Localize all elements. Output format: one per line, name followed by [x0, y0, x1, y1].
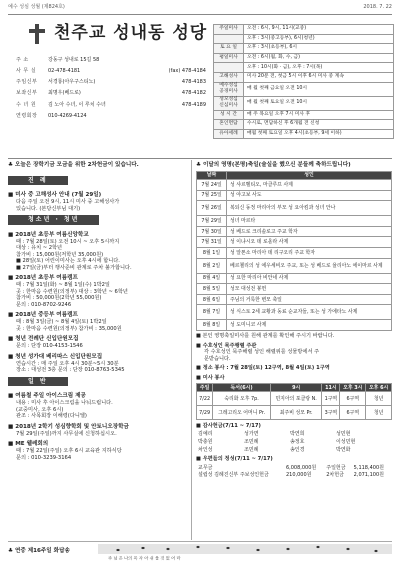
- schedule-row: [214, 44, 394, 54]
- feast-date: 7월 26일: [197, 201, 227, 216]
- feast-date: 8월 5일: [197, 284, 227, 295]
- youth-list: [8, 232, 188, 374]
- fund-row: [196, 472, 392, 480]
- feast-date: 8월 8일: [197, 320, 227, 331]
- item-line: 문의 : 단장 010-4153-1546: [16, 343, 83, 350]
- item-title: ■ ME 웰레회의: [8, 441, 49, 448]
- music-staff-icon: [98, 543, 392, 561]
- mass-row: [197, 392, 392, 406]
- fund-cell: 주일헌금: [326, 464, 346, 471]
- mass-head-cell: 독서(6시): [213, 384, 271, 392]
- mass-cell: 그레고리오 어머니 Pr.: [213, 406, 271, 420]
- schedule-row: [214, 63, 394, 73]
- feast-date: 8월 6일: [197, 294, 227, 305]
- column-divider: [191, 160, 192, 540]
- feast-date: 7월 30일: [197, 226, 227, 237]
- item-line: 곳 : 한마음 수련원(의정부) 참가비 : 35,000원: [16, 325, 122, 332]
- schedule-value: 매 주 목요일 오후 7시 미사 후: [244, 110, 394, 120]
- mass-cell: 3구역: [322, 406, 340, 420]
- cleaning-service: ■ 정소 봉사 : 7월 28일(토) 12구역, 8월 4일(토) 1구역: [196, 365, 330, 372]
- mass-head-cell: 오후 6시: [366, 384, 392, 392]
- info-row: 수 녀 원 김 노아 수녀, 이 루치 수녀 478-4189: [16, 101, 206, 108]
- donations-cell: 박연희: [289, 431, 305, 438]
- feast-date: 8월 7일: [197, 305, 227, 320]
- psalm-bar: [8, 541, 392, 561]
- mass-cell: 6구역: [340, 392, 366, 406]
- thanks-offering-table: [196, 431, 392, 454]
- item-line: 문의 : 010-8702-9246: [16, 301, 72, 308]
- fund-cell: 2차헌금: [326, 472, 344, 479]
- item-line: 7월 29일(주일)까지 사무실에 신청하십시오.: [16, 430, 117, 437]
- mass-head-cell: 11시: [322, 384, 340, 392]
- item-line: 곳 : 한마음 수련원(의정부) 대상 : 3학년 ~ 6학년: [16, 288, 128, 295]
- item-line: 때 : 7월 31일(화) ~ 8월 1일(수) 1박2일: [16, 282, 110, 289]
- item-title: ■ 미사 중 고해성사 안내 (7월 29일): [8, 192, 102, 199]
- section-rites: 진 례: [8, 176, 68, 186]
- mass-cell: 1구역: [322, 392, 340, 406]
- item-line: 참가비 : 15,000원(저학년 35,000원): [16, 251, 104, 258]
- item-line: 연습시간 : 매 주일 오후 4시 30분~5시 30분: [16, 360, 119, 367]
- cross-icon: [26, 23, 48, 45]
- schedule-label: 유아세례: [214, 129, 244, 139]
- feast-date: 7월 29일: [197, 216, 227, 227]
- schedule-value: 미사 20분 전, 첫금 5시 이후 6시 미사 중 계속: [244, 72, 394, 82]
- rosary-line: 각 수호성인 묵주해렬 성인 해렬위를 성물방에서 주: [204, 349, 320, 356]
- item-line: 때 : 7월 28일(토) 오전 10시 ~ 오후 5시까지: [16, 238, 120, 245]
- item-line: ■ 28일(토) 어린이미사는 오후 4시에 합니다.: [16, 258, 120, 265]
- item-line: (교중미사, 오후 6시): [16, 406, 64, 413]
- parish-title: 천주교 성내동 성당: [54, 23, 208, 44]
- rites-list: [8, 192, 188, 212]
- issue-label: 예수 성심 성월 (제824호): [8, 4, 65, 10]
- feast-saint: 성 식스토 2세 교황과 동료 순교자들, 또는 성 가에타노 사제: [227, 305, 392, 320]
- schedule-label: [214, 63, 244, 73]
- schedule-row: [214, 53, 394, 63]
- feast-date: 8월 1일: [197, 248, 227, 259]
- item-line: 관조 : 사목회장 이해령(다니엘): [16, 413, 87, 420]
- feast-row: [197, 248, 392, 259]
- fund-cell: 교무금: [198, 464, 213, 471]
- info-row: 사 무 실 02-478-4181 (fax) 478-4184: [16, 67, 206, 74]
- donations-cell: 송정호: [289, 438, 305, 445]
- header-rule: [8, 158, 392, 159]
- mass-cell: 6구역: [340, 406, 366, 420]
- mass-cell: 숙리화 오후 7p.: [213, 392, 271, 406]
- contact-info: [16, 54, 206, 122]
- mass-head-cell: 9시: [270, 384, 321, 392]
- item-title: ■ 2018년 중등부 여름캠프: [8, 312, 78, 319]
- donations-cell: 박충원: [198, 438, 213, 445]
- schedule-row: [214, 25, 394, 35]
- feast-saint: 성 야고보 사도: [227, 190, 392, 201]
- schedule-value: 매 월 첫째 토요일 오전 10시: [244, 96, 394, 110]
- schedule-row: [214, 34, 394, 44]
- item-title: ■ 2018년 초등부 여름신앙학교: [8, 231, 89, 238]
- thanks-offering-title: ■ 감사헌금(7/11 ~ 7/17): [196, 423, 261, 430]
- item-line: 대상 : 유치 ~ 2학년: [16, 245, 63, 252]
- header: [8, 16, 392, 156]
- feast-date: 8월 2일: [197, 258, 227, 273]
- feast-title: ♣ 이달의 영명(본명)축일(술실을 했으신 분들께 축하드립니다): [196, 162, 351, 168]
- schedule-row: [214, 120, 394, 130]
- schedule-value: 매월 첫째 토요일 오후 4시(초등부, 9세 이하): [244, 129, 394, 139]
- feast-saint: 성 베드로 크리솔로고 주교 학자: [227, 226, 392, 237]
- feast-saint: 성녀 마르타: [227, 216, 392, 227]
- feast-saint: 복되신 동정 마리아의 부모 성 요아킴과 성녀 안나: [227, 201, 392, 216]
- feast-row: [197, 305, 392, 320]
- schedule-label: 주일미사: [214, 25, 244, 35]
- item-line: 참가비 : 50,000원(2학년 55,000원): [16, 295, 102, 302]
- mass-cell: 청년: [366, 392, 392, 406]
- donations-cell: 박연화: [335, 446, 351, 453]
- donations-cell: 성가면: [243, 431, 259, 438]
- schedule-label: 혼인면담: [214, 120, 244, 130]
- schedule-label: 예수성심 공경미사: [214, 82, 244, 96]
- item-line: 있습니다. (본당신부님 대기): [16, 205, 81, 212]
- feast-row: [197, 284, 392, 295]
- feast-saint: 성모 대성전 봉헌: [227, 284, 392, 295]
- schedule-row: [214, 82, 394, 96]
- fund-cell: 설립성 김례진신부 주보성인헌금: [198, 472, 269, 479]
- feast-row: [197, 201, 392, 216]
- item-title: ■ 여름철 주일 아이스크림 제공: [8, 393, 86, 400]
- schedule-label: 토 요 일: [214, 44, 244, 54]
- feast-saint: 성 도미니코 사제: [227, 320, 392, 331]
- psalm-lyric: 주 님 은 나의 목 자 아 쉬 울 것 없 어 라: [108, 555, 181, 560]
- schedule-value: 오전 : 6시(월, 화, 수, 금): [244, 53, 394, 63]
- item-title: ■ 2018년 초등부 여름캠프: [8, 275, 78, 282]
- schedule-value: 오후 : 10시(화 · 금), 오후 : 7시(목): [244, 63, 394, 73]
- feast-date: 8월 4일: [197, 273, 227, 284]
- feast-saint: 성 알폰소 마리아 데 리구오리 주교 학자: [227, 248, 392, 259]
- feast-head-date: 날짜: [197, 171, 227, 179]
- schedule-value: 수시로, 면담하신 후 6개월 전 신청: [244, 120, 394, 130]
- schedule-label: 성 시 간: [214, 110, 244, 120]
- mass-row: [197, 406, 392, 420]
- item-title: ■ 2018년 2학기 성심향학회 및 안토니오장학금: [8, 423, 129, 430]
- schedule-value: 오후 : 3시(중고등부), 6시(청년): [244, 34, 394, 44]
- psalm-title: ♣ 연중 제16주일 화답송: [8, 548, 70, 554]
- feast-row: [197, 190, 392, 201]
- feast-saint: 성 요한 마리아 비안네 사제: [227, 273, 392, 284]
- schedule-label: [214, 34, 244, 44]
- fund-cell: 2,071,100원: [353, 472, 384, 479]
- schedule-row: [214, 129, 394, 139]
- schedule-label: 평일미사: [214, 53, 244, 63]
- info-row: 보좌신부 최명우(베드로) 478-4182: [16, 90, 206, 97]
- fund-cell: 5,118,400원: [353, 464, 384, 471]
- item-line: 다음 주일 오전 9시, 11시 미사 중 고해성사가: [16, 199, 120, 206]
- donations-row: [196, 431, 392, 439]
- donations-cell: 성민현: [335, 431, 351, 438]
- feast-row: [197, 273, 392, 284]
- donations-row: [196, 438, 392, 446]
- feast-date: 7월 25일: [197, 190, 227, 201]
- item-line: ■ 27일(금)부터 행사준비 관계로 주차 불가합니다.: [16, 264, 132, 271]
- feast-row: [197, 237, 392, 248]
- left-column: [8, 162, 188, 461]
- issue-date: 2018. 7. 22: [363, 4, 392, 10]
- general-list: [8, 393, 188, 461]
- item-title: ■ 청년 전례단 신입단원모집: [8, 336, 79, 343]
- info-row: 연령회장 010-4269-4124: [16, 113, 87, 119]
- mass-head-cell: 오후 3시: [340, 384, 366, 392]
- item-line: 때 : 8월 3일(금) ~ 8월 4일(토) 1박2일: [16, 319, 107, 326]
- feast-row: [197, 180, 392, 191]
- mass-cell: 최주비 성모 Pr.: [270, 406, 321, 420]
- feast-date: 7월 31일: [197, 237, 227, 248]
- feast-row: [197, 226, 392, 237]
- schedule-row: [214, 72, 394, 82]
- item-line: 내용 : 미사 후 아이스크림을 나눠드립니다.: [16, 400, 113, 407]
- mass-head-cell: 주일: [197, 384, 213, 392]
- feast-head-saint: 성인: [227, 171, 392, 179]
- fund-table: [196, 464, 392, 479]
- mass-cell: 7/22: [197, 392, 213, 406]
- fund-cell: 6,008,000원: [285, 464, 317, 471]
- rosary-line: 문받습니다.: [204, 355, 231, 362]
- right-column: [196, 162, 392, 479]
- schedule-label: 성모성심 신심미사: [214, 96, 244, 110]
- feast-saint: 주님의 거룩한 변모 축일: [227, 294, 392, 305]
- mass-cell: 청년: [366, 406, 392, 420]
- feast-row: [197, 320, 392, 331]
- info-row: 주임신부 서경룡(아우구스티노) 478-4183: [16, 79, 206, 86]
- mass-cell: 민지아의 포클랑 N.: [270, 392, 321, 406]
- rosary-title: ■ 수호성인 묵주행렬 주관: [196, 342, 257, 349]
- schedule-label: 고해성사: [214, 72, 244, 82]
- donations-cell: 조민례: [243, 446, 259, 453]
- mass-schedule-table: [213, 24, 394, 139]
- mass-service-table: [196, 383, 392, 420]
- feast-saint: 베르첼리의 성 에우세비오 주교, 또는 성 베드로 율리아노 에이마르 사제: [227, 258, 392, 273]
- fund-row: [196, 464, 392, 472]
- mass-service-title: ■ 미사 봉사: [196, 374, 225, 381]
- donations-cell: 차인성: [198, 446, 213, 453]
- top-line: [8, 4, 392, 14]
- donations-row: [196, 446, 392, 454]
- feast-row: [197, 294, 392, 305]
- section-general: 일 반: [8, 377, 68, 387]
- feast-saint: 성 샤르벨티오, 마클루프 사제: [227, 180, 392, 191]
- schedule-value: 오후 : 3시(초등부), 6시: [244, 44, 394, 54]
- schedule-value: 오전 : 6시, 9시, 11시(교중): [244, 25, 394, 35]
- donations-cell: 조민례: [243, 438, 259, 445]
- top-rule: [8, 14, 392, 15]
- notice: ♣ 오늘은 장학기금 모금을 위한 2차헌금이 있습니다.: [8, 162, 139, 168]
- fund-title: ■ 우편들의 정성(7/11 ~ 7/17): [196, 456, 273, 463]
- donations-cell: 송인경: [289, 446, 305, 453]
- item-line: 때 : 7월 22일(주일) 오후 6시 교육관 지하식당: [16, 448, 122, 455]
- feast-table: [196, 171, 392, 331]
- logo: [26, 20, 207, 48]
- feast-row: [197, 216, 392, 227]
- item-title: ■ 청년 성가대 베리따스 신입단원모집: [8, 353, 103, 360]
- donations-cell: 이성민현: [335, 438, 356, 445]
- item-line: 문의 : 010-3239-3164: [16, 454, 72, 461]
- feast-date: 7월 24일: [197, 180, 227, 191]
- feast-note: ■ 본인 영명축일미사를 원해 관계를 확인해 주시기 바랍니다.: [196, 333, 335, 340]
- section-youth: 청소년 · 청년: [8, 215, 99, 225]
- schedule-value: 매 월 첫째 금요일 오전 10시: [244, 82, 394, 96]
- feast-saint: 성 이냐시오 데 로욜라 사제: [227, 237, 392, 248]
- info-row: 주 소 강동구 성내로 15길 58: [16, 56, 100, 63]
- item-line: 장소 : 대성전 3층 문의 : 단장 010-8763-5345: [16, 367, 125, 374]
- fund-cell: 210,000원: [285, 472, 312, 479]
- feast-row: [197, 258, 392, 273]
- schedule-row: [214, 96, 394, 110]
- donations-cell: 김예리: [198, 431, 213, 438]
- mass-cell: 7/29: [197, 406, 213, 420]
- schedule-row: [214, 110, 394, 120]
